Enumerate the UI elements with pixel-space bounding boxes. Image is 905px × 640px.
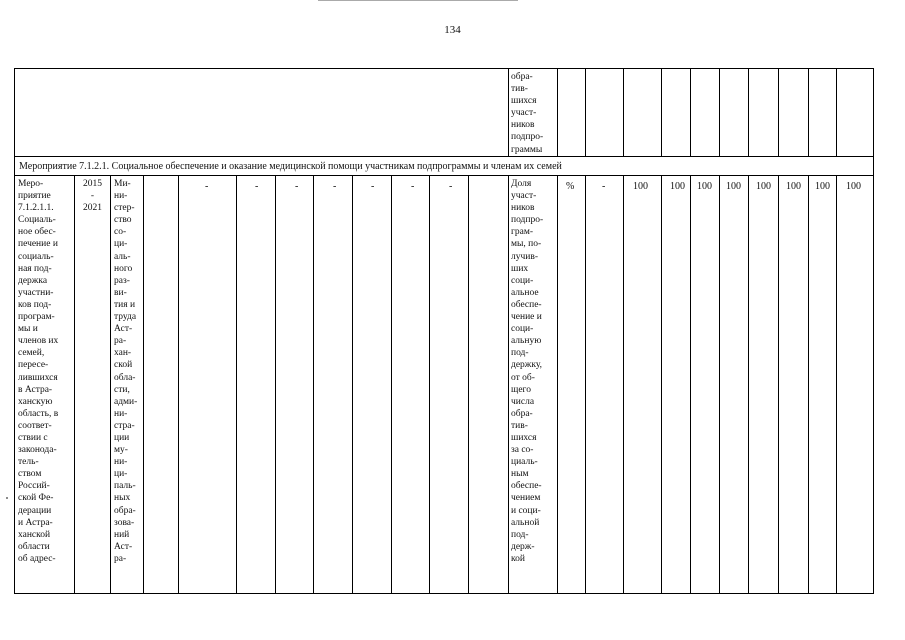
column-divider [808, 69, 809, 156]
column-divider [661, 175, 662, 594]
column-divider [778, 69, 779, 156]
row-divider [15, 156, 873, 157]
column-divider [557, 175, 558, 594]
year-value-total: 100 [846, 181, 861, 192]
column-divider [719, 69, 720, 156]
column-divider [748, 175, 749, 594]
funding-dash: - [449, 181, 453, 192]
column-divider [110, 175, 111, 594]
column-divider [275, 175, 276, 594]
column-divider [808, 175, 809, 594]
column-divider [778, 175, 779, 594]
column-divider [143, 175, 144, 594]
year-value-2018: 100 [726, 181, 741, 192]
column-divider [719, 175, 720, 594]
measure-title: Мероприятие 7.1.2.1. Социальное обеспечение и оказание медицинской помощи участникам подпрограммы и членам их семей [19, 161, 562, 172]
column-divider [690, 69, 691, 156]
funding-dash: - [333, 181, 337, 192]
column-divider [585, 175, 586, 594]
funding-dash: - [255, 181, 259, 192]
column-divider [623, 69, 624, 156]
column-divider [391, 175, 392, 594]
base-value-cell: - [602, 181, 606, 192]
column-divider [429, 175, 430, 594]
funding-dash: - [411, 181, 415, 192]
program-table [14, 68, 874, 594]
years-cell: 2015 - 2021 [83, 179, 102, 214]
funding-dash: - [371, 181, 375, 192]
scan-dot [6, 497, 8, 499]
year-value-2020: 100 [786, 181, 801, 192]
funding-dash: - [205, 181, 209, 192]
indicator-continuation-text: обра- тив- шихся участ- ников подпро- граммы [511, 72, 544, 155]
column-divider [623, 175, 624, 594]
column-divider [585, 69, 586, 156]
column-divider [508, 69, 509, 156]
column-divider [836, 69, 837, 156]
column-divider [352, 175, 353, 594]
unit-cell: % [566, 181, 575, 192]
column-divider [178, 175, 179, 594]
column-divider [313, 175, 314, 594]
year-value-2015: 100 [633, 181, 648, 192]
funding-dash: - [295, 181, 299, 192]
executor-cell: Ми- ни- стер- ство со- ци- аль- ного раз- ви- тия и труда Аст- ра- хан- ской обла- сти, адми- ни- стра- ции му- ни- ци- паль- ных обра- зова- ний Аст- ра- [114, 179, 138, 564]
column-divider [557, 69, 558, 156]
year-value-2016: 100 [670, 181, 685, 192]
page-number: 134 [444, 24, 461, 36]
column-divider [690, 175, 691, 594]
column-divider [74, 175, 75, 594]
scan-artifact-line [318, 0, 518, 1]
column-divider [661, 69, 662, 156]
indicator-cell: Доля участ- ников подпро- грам- мы, по- лучив- ших соци- альное обеспе- чение и соци- альную под- держку, от об- щего числа обра- тив- шихся за со- циаль- ным обеспе- чением и соци- альной под- держ- кой [511, 179, 544, 564]
column-divider [508, 175, 509, 594]
measure-name-cell: Меро- приятие 7.1.2.1.1. Социаль- ное обес- печение и социаль- ная под- держка участни- ков под- програм- мы и членов их семей, пересе- лившихся в Астра- ханскую область, в соответ- ствии с законода- тель- ством Россий- ской Фе- дерации и Астра- ханской области об адрес- [18, 179, 59, 564]
column-divider [748, 69, 749, 156]
year-value-2019: 100 [756, 181, 771, 192]
column-divider [836, 175, 837, 594]
year-value-2017: 100 [697, 181, 712, 192]
column-divider [468, 175, 469, 594]
year-value-2021: 100 [815, 181, 830, 192]
column-divider [236, 175, 237, 594]
